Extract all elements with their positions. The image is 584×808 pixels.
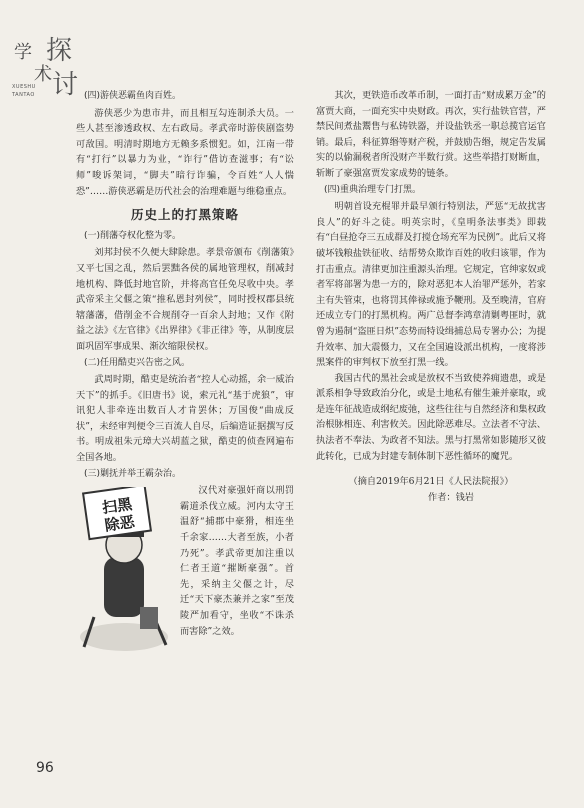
cartoon-illustration: [74, 487, 174, 667]
paragraph: 我国古代的黑社会或是放权不当致使养痈遗患，或是派系相争导致政治分化，或是土地私有催生兼并豪取，或是连年征战造成纲纪废弛，这些往往与自然经济和集权政治根脉相连、利害攸关。因此除恶难尽。立法者不守法、执法者不奉法、为政者不知法。黑与打黑常如影随形又彼此转化，已成为封建专制体制下恶性循环的魔咒。: [316, 372, 546, 462]
stamp-text-1: 扫黑: [101, 495, 134, 518]
paragraph: 其次，更铁造币改革币制，一面打击“财成累万金”的富贾大商，一面充实中央财政。再次，实行盐铁官营，严禁民间煮盐鬻售与私铸铁器，并设盐铁丞一职总揽官运官销。最后，科征算缗等财产税，并鼓励告缗，规定告发属实的以偷漏税者所没财产半数行赏。这些举措打财断血，斩断了豪强富贾发家成势的链条。: [316, 90, 546, 179]
logo-char-shu: 术: [34, 64, 52, 85]
subheading-4-right: (四)重典治理专门打黑。: [324, 184, 422, 195]
paragraph: 刘邦封侯不久便大肆除患。孝景帝颁布《削藩策》又平七国之乱，然后罢黜各侯的属地管理权，削减封地机构、降低封地官阶，并将高官任免尽收中央。孝武帝采主父偃之策“推私恩封列侯”，同时授权郡县统辖藩藩，借削金不合规削夺一百余人封地；又作《附益之法》《左官律》《出界律》《非正律》等，从制度层面巩固军事成果、渐次缩限侯权。: [76, 247, 294, 352]
subheading-2: (二)任用酷吏兴告密之风。: [84, 357, 191, 368]
paragraph: 汉代对豪强奸商以刑罚霸道杀伐立威。河内太守王温舒“捕郡中豪猾，相连坐千余家……大者至族，小者乃死”。孝武帝更加注重以仁者王道“摧断豪强”。首先，采纳主父偃之计，尽迁“天下豪杰兼并之家”至茂陵严加看守，坐收“不诛杀而害除”之效。: [180, 485, 294, 637]
subheading-1: (一)削藩夺权化整为零。: [84, 230, 182, 241]
logo-en-tantao: TANTAO: [12, 92, 35, 98]
paragraph: 明朝首设充棍罪并最早颁行特别法，严惩“无故扰害良人”的好斗之徒。明英宗时，《皇明条法事类》即载有“白昼抢夺三五成群及打搅仓场充军为民例”。此后又将破坏钱粮盐铁征收、结帮势众欺诈百姓的收归该罪，作为打击重点。清律更加注重源头治理。它规定，官绅家奴或者军将部署为患一方的，除对恶犯本人治罪严惩外，若家主有失管束，也将罚其俸禄或施予鞭刑。及至晚清，官府还成立专门的打黑机构。两广总督李鸿章清剿粤匪时，就曾为遏制“盗匪日炽”态势而特设缉捕总局专署办公；为提升效率、加大震慑力，又在全国遍设派出机构，一度将涉黑案件的审判权下放至打黑一线。: [316, 201, 546, 369]
page-number: 96: [36, 760, 54, 776]
logo-char-xue: 学: [14, 42, 32, 63]
logo-en-xueshu: XUESHU: [12, 84, 36, 90]
stamp-text-2: 除恶: [103, 512, 136, 535]
paragraph: 游侠恶少为患市井，而且相互勾连制杀大员。一些人甚至渗透政权、左右政局。孝武帝时游侠剧盗势可敌国。明清时期地方无赖多系惯犯。如，江南一带有“打行”以暴力为业，“诈行”借访查滋事；有“讼师”唆诉架词，“脚夫”暗行诈骗，令百姓“人人惴恐”……游侠恶霸是历代社会的治理难题与维稳重点。: [76, 107, 294, 197]
money-bag: [140, 607, 158, 629]
subheading-4-left: (四)游侠恶霸鱼肉百姓。: [84, 91, 182, 101]
left-column: [76, 88, 294, 667]
villain-body: [104, 557, 144, 617]
logo-char-tao: 讨: [52, 70, 79, 100]
illustrated-section: [76, 483, 294, 639]
cartoon-svg: [74, 487, 174, 667]
logo-char-tan: 探: [46, 36, 73, 66]
paragraph: 武周时期，酷吏是统治者“控人心动摇，余一威治天下”的抓手。《旧唐书》说，索元礼“基于虎狼”，审讯犯人非牵连出数百人才肯罢休；万国俊“曲成反状”，未经审判便令三百流人自尽，后编造证据撰写反书。明成祖朱元璋大兴胡蓝之狱，酷吏的侦查网遍布全国各地。: [76, 374, 294, 464]
section-logo: [8, 30, 78, 108]
source-citation: （摘自2019年6月21日《人民法院报》）: [348, 476, 514, 488]
section-heading: 历史上的打黑策略: [130, 207, 239, 223]
subheading-3: (三)剿抚并举王霸杂治。: [84, 468, 182, 479]
right-column: [316, 88, 546, 505]
author-line: 作者：钱岩: [428, 491, 474, 503]
